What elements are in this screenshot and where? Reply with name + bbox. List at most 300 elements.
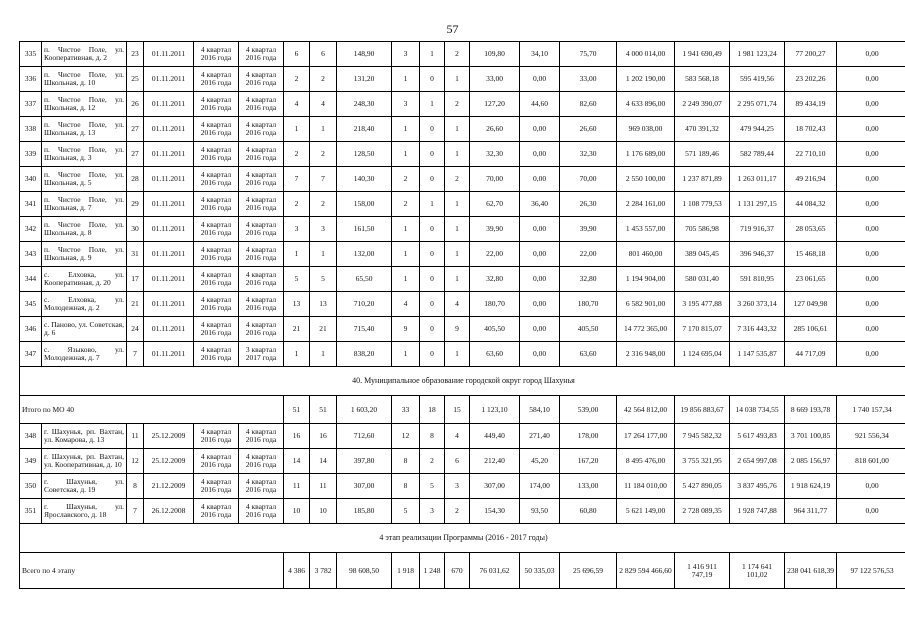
premises-municipal: 1: [445, 142, 470, 167]
fund-share: 470 391,32: [675, 117, 730, 142]
total-mo-label: Итого по МО 40: [20, 396, 284, 424]
premises-municipal: 6: [445, 449, 470, 474]
area-total: 22,00: [470, 242, 520, 267]
total-cell: 1 123,10: [470, 396, 520, 424]
local-share: 23 202,26: [785, 67, 837, 92]
doc-number: 11: [127, 424, 144, 449]
page-number: 57: [446, 22, 459, 36]
local-share: 3 701 100,85: [785, 424, 837, 449]
plan-quarter-end: 4 квартал 2016 года: [239, 42, 284, 67]
row-number: 336: [20, 67, 42, 92]
total-cell: 1 740 157,34: [837, 396, 905, 424]
local-share: 28 053,65: [785, 217, 837, 242]
doc-number: 17: [127, 267, 144, 292]
fund-share: 7 170 815,07: [675, 317, 730, 342]
area-municipal: 178,00: [560, 424, 617, 449]
address-cell: г. Шахунья, ул. Ярославского, д. 18: [42, 499, 127, 524]
area-cell: 158,00: [337, 192, 392, 217]
local-share: 49 216,94: [785, 167, 837, 192]
local-share: 89 434,19: [785, 92, 837, 117]
grand-cell: 1 248: [420, 553, 445, 589]
total-cell: 51: [310, 396, 337, 424]
doc-date: 01.11.2011: [144, 117, 194, 142]
table-row: [20, 449, 905, 474]
doc-date: 01.11.2011: [144, 67, 194, 92]
regional-share: 2 295 071,74: [730, 92, 785, 117]
doc-number: 24: [127, 317, 144, 342]
premises-total: 1: [392, 342, 420, 367]
address-cell: п. Чистое Поле, ул. Школьная, д. 13: [42, 117, 127, 142]
premises-total: 1: [392, 217, 420, 242]
plan-quarter-start: 4 квартал 2016 года: [194, 167, 239, 192]
area-private: 0,00: [520, 67, 560, 92]
area-private: 0,00: [520, 217, 560, 242]
premises-total: 2: [392, 167, 420, 192]
premises-private: 1: [420, 92, 445, 117]
grand-cell: 1 918: [392, 553, 420, 589]
area-total: 127,20: [470, 92, 520, 117]
fund-share: 583 568,18: [675, 67, 730, 92]
doc-date: 01.11.2011: [144, 242, 194, 267]
plan-quarter-end: 4 квартал 2016 года: [239, 192, 284, 217]
area-total: 154,30: [470, 499, 520, 524]
row-number: 344: [20, 267, 42, 292]
extra-funds: 0,00: [837, 292, 905, 317]
plan-quarter-start: 4 квартал 2016 года: [194, 67, 239, 92]
premises-total: 5: [392, 499, 420, 524]
premises-municipal: 1: [445, 67, 470, 92]
premises-private: 0: [420, 292, 445, 317]
area-private: 45,20: [520, 449, 560, 474]
area-municipal: 63,60: [560, 342, 617, 367]
residents-count: 2: [284, 67, 310, 92]
row-number: 337: [20, 92, 42, 117]
regional-share: 591 810,95: [730, 267, 785, 292]
address-cell: с. Языково, ул. Молодежная, д. 7: [42, 342, 127, 367]
grand-total-label: Всего по 4 этапу: [20, 553, 284, 589]
area-municipal: 133,00: [560, 474, 617, 499]
doc-date: 21.12.2009: [144, 474, 194, 499]
doc-date: 01.11.2011: [144, 42, 194, 67]
premises-private: 0: [420, 267, 445, 292]
address-cell: с. Паново, ул. Советская, д. 6: [42, 317, 127, 342]
area-private: 0,00: [520, 342, 560, 367]
extra-funds: 0,00: [837, 242, 905, 267]
regional-share: 5 617 493,83: [730, 424, 785, 449]
doc-number: 29: [127, 192, 144, 217]
regional-share: 2 654 997,08: [730, 449, 785, 474]
extra-funds: 818 601,00: [837, 449, 905, 474]
premises-private: 0: [420, 117, 445, 142]
premises-private: 5: [420, 474, 445, 499]
area-private: 0,00: [520, 267, 560, 292]
plan-quarter-end: 4 квартал 2016 года: [239, 317, 284, 342]
premises-municipal: 2: [445, 499, 470, 524]
regional-share: 1 981 123,24: [730, 42, 785, 67]
row-number: 347: [20, 342, 42, 367]
local-share: 285 106,61: [785, 317, 837, 342]
plan-quarter-start: 4 квартал 2016 года: [194, 192, 239, 217]
row-number: 346: [20, 317, 42, 342]
fund-share: 1 108 779,53: [675, 192, 730, 217]
table-row: [20, 317, 905, 342]
plan-quarter-start: 4 квартал 2016 года: [194, 267, 239, 292]
premises-municipal: 4: [445, 292, 470, 317]
area-total: 405,50: [470, 317, 520, 342]
row-number: 335: [20, 42, 42, 67]
area-private: 0,00: [520, 142, 560, 167]
doc-number: 28: [127, 167, 144, 192]
address-cell: п. Чистое Поле, ул. Школьная, д. 12: [42, 92, 127, 117]
residents-moved: 1: [310, 117, 337, 142]
plan-quarter-start: 4 квартал 2016 года: [194, 449, 239, 474]
extra-funds: 0,00: [837, 167, 905, 192]
premises-total: 8: [392, 449, 420, 474]
total-cell: 14 038 734,55: [730, 396, 785, 424]
address-cell: г. Шахунья, рп. Вахтан, ул. Кооперативная, д. 10: [42, 449, 127, 474]
plan-quarter-start: 4 квартал 2016 года: [194, 92, 239, 117]
area-municipal: 405,50: [560, 317, 617, 342]
doc-number: 26: [127, 92, 144, 117]
area-total: 180,70: [470, 292, 520, 317]
housing-program-table: [19, 41, 905, 589]
plan-quarter-start: 4 квартал 2016 года: [194, 242, 239, 267]
total-cell: 51: [284, 396, 310, 424]
residents-moved: 1: [310, 342, 337, 367]
area-private: 0,00: [520, 167, 560, 192]
cost-total: 801 460,00: [617, 242, 675, 267]
residents-count: 1: [284, 242, 310, 267]
area-municipal: 32,30: [560, 142, 617, 167]
address-cell: п. Чистое Поле, ул. Школьная, д. 8: [42, 217, 127, 242]
extra-funds: 0,00: [837, 42, 905, 67]
total-mo-row: [20, 396, 905, 424]
fund-share: 3 195 477,88: [675, 292, 730, 317]
local-share: 23 061,65: [785, 267, 837, 292]
local-share: 964 311,77: [785, 499, 837, 524]
regional-share: 3 260 373,14: [730, 292, 785, 317]
area-cell: 128,50: [337, 142, 392, 167]
total-cell: 19 856 883,67: [675, 396, 730, 424]
table-row: [20, 292, 905, 317]
cost-total: 1 453 557,00: [617, 217, 675, 242]
plan-quarter-end: 4 квартал 2016 года: [239, 142, 284, 167]
premises-private: 0: [420, 317, 445, 342]
cost-total: 8 495 476,00: [617, 449, 675, 474]
cost-total: 2 316 948,00: [617, 342, 675, 367]
grand-cell: 97 122 576,53: [837, 553, 905, 589]
residents-count: 1: [284, 342, 310, 367]
area-total: 62,70: [470, 192, 520, 217]
cost-total: 6 582 901,00: [617, 292, 675, 317]
local-share: 77 200,27: [785, 42, 837, 67]
row-number: 343: [20, 242, 42, 267]
table-row: [20, 142, 905, 167]
premises-private: 2: [420, 449, 445, 474]
premises-private: 0: [420, 142, 445, 167]
premises-total: 9: [392, 317, 420, 342]
premises-total: 8: [392, 474, 420, 499]
residents-count: 10: [284, 499, 310, 524]
row-number: 342: [20, 217, 42, 242]
premises-municipal: 1: [445, 267, 470, 292]
table-row: [20, 192, 905, 217]
row-number: 350: [20, 474, 42, 499]
doc-date: 01.11.2011: [144, 317, 194, 342]
premises-private: 1: [420, 42, 445, 67]
residents-count: 7: [284, 167, 310, 192]
table-row: [20, 267, 905, 292]
doc-date: 01.11.2011: [144, 267, 194, 292]
plan-quarter-end: 4 квартал 2016 года: [239, 217, 284, 242]
area-private: 34,10: [520, 42, 560, 67]
area-municipal: 22,00: [560, 242, 617, 267]
premises-municipal: 1: [445, 217, 470, 242]
row-number: 345: [20, 292, 42, 317]
grand-cell: 238 041 618,39: [785, 553, 837, 589]
premises-total: 4: [392, 292, 420, 317]
regional-share: 1 263 011,17: [730, 167, 785, 192]
extra-funds: 0,00: [837, 342, 905, 367]
residents-count: 6: [284, 42, 310, 67]
total-cell: 18: [420, 396, 445, 424]
area-total: 449,40: [470, 424, 520, 449]
doc-number: 27: [127, 142, 144, 167]
residents-moved: 13: [310, 292, 337, 317]
extra-funds: 0,00: [837, 142, 905, 167]
table-row: [20, 424, 905, 449]
area-total: 212,40: [470, 449, 520, 474]
regional-share: 3 837 495,76: [730, 474, 785, 499]
plan-quarter-end: 4 квартал 2016 года: [239, 67, 284, 92]
doc-number: 12: [127, 449, 144, 474]
area-total: 70,00: [470, 167, 520, 192]
row-number: 340: [20, 167, 42, 192]
residents-moved: 1: [310, 242, 337, 267]
regional-share: 396 946,37: [730, 242, 785, 267]
premises-total: 12: [392, 424, 420, 449]
plan-quarter-start: 4 квартал 2016 года: [194, 117, 239, 142]
premises-total: 1: [392, 117, 420, 142]
local-share: 18 702,43: [785, 117, 837, 142]
premises-municipal: 2: [445, 92, 470, 117]
premises-total: 3: [392, 42, 420, 67]
area-cell: 838,20: [337, 342, 392, 367]
residents-count: 14: [284, 449, 310, 474]
area-municipal: 70,00: [560, 167, 617, 192]
plan-quarter-end: 4 квартал 2016 года: [239, 92, 284, 117]
residents-count: 3: [284, 217, 310, 242]
cost-total: 1 194 904,00: [617, 267, 675, 292]
fund-share: 1 237 871,89: [675, 167, 730, 192]
row-number: 341: [20, 192, 42, 217]
grand-cell: 1 174 641 101,02: [730, 553, 785, 589]
grand-cell: 3 782: [310, 553, 337, 589]
premises-private: 3: [420, 499, 445, 524]
area-private: 174,00: [520, 474, 560, 499]
fund-share: 7 945 582,32: [675, 424, 730, 449]
address-cell: г. Шахунья, ул. Советская, д. 19: [42, 474, 127, 499]
fund-share: 1 941 690,49: [675, 42, 730, 67]
premises-municipal: 1: [445, 242, 470, 267]
area-cell: 710,20: [337, 292, 392, 317]
cost-total: 11 184 010,00: [617, 474, 675, 499]
total-cell: 8 669 193,78: [785, 396, 837, 424]
premises-municipal: 4: [445, 424, 470, 449]
address-cell: г. Шахунья, рп. Вахтан, ул. Комарова, д. 13: [42, 424, 127, 449]
address-cell: п. Чистое Поле, ул. Школьная, д. 5: [42, 167, 127, 192]
regional-share: 595 419,56: [730, 67, 785, 92]
plan-quarter-end: 4 квартал 2016 года: [239, 499, 284, 524]
regional-share: 479 944,25: [730, 117, 785, 142]
local-share: 2 085 156,97: [785, 449, 837, 474]
address-cell: п. Чистое Поле, ул. Школьная, д. 9: [42, 242, 127, 267]
table-row: [20, 67, 905, 92]
premises-municipal: 2: [445, 42, 470, 67]
residents-moved: 7: [310, 167, 337, 192]
grand-cell: 76 031,62: [470, 553, 520, 589]
area-cell: 185,80: [337, 499, 392, 524]
table-row: [20, 167, 905, 192]
cost-total: 969 038,00: [617, 117, 675, 142]
regional-share: 719 916,37: [730, 217, 785, 242]
fund-share: 571 189,46: [675, 142, 730, 167]
local-share: 44 084,32: [785, 192, 837, 217]
plan-quarter-start: 4 квартал 2016 года: [194, 217, 239, 242]
doc-date: 26.12.2008: [144, 499, 194, 524]
area-municipal: 33,00: [560, 67, 617, 92]
premises-municipal: 1: [445, 117, 470, 142]
area-total: 26,60: [470, 117, 520, 142]
residents-moved: 5: [310, 267, 337, 292]
area-private: 0,00: [520, 117, 560, 142]
residents-moved: 3: [310, 217, 337, 242]
residents-count: 1: [284, 117, 310, 142]
total-cell: 42 564 812,00: [617, 396, 675, 424]
premises-private: 0: [420, 342, 445, 367]
area-municipal: 60,80: [560, 499, 617, 524]
residents-moved: 14: [310, 449, 337, 474]
plan-quarter-end: 4 квартал 2016 года: [239, 267, 284, 292]
extra-funds: 0,00: [837, 217, 905, 242]
premises-private: 0: [420, 217, 445, 242]
residents-count: 2: [284, 142, 310, 167]
doc-number: 21: [127, 292, 144, 317]
area-private: 36,40: [520, 192, 560, 217]
area-cell: 397,80: [337, 449, 392, 474]
residents-moved: 6: [310, 42, 337, 67]
area-cell: 131,20: [337, 67, 392, 92]
premises-total: 1: [392, 267, 420, 292]
cost-total: 17 264 177,00: [617, 424, 675, 449]
regional-share: 7 316 443,32: [730, 317, 785, 342]
area-private: 93,50: [520, 499, 560, 524]
residents-moved: 2: [310, 142, 337, 167]
grand-cell: 4 386: [284, 553, 310, 589]
residents-moved: 11: [310, 474, 337, 499]
residents-moved: 2: [310, 192, 337, 217]
cost-total: 5 621 149,00: [617, 499, 675, 524]
area-municipal: 32,80: [560, 267, 617, 292]
total-cell: 584,10: [520, 396, 560, 424]
area-municipal: 26,60: [560, 117, 617, 142]
area-cell: 307,00: [337, 474, 392, 499]
area-municipal: 167,20: [560, 449, 617, 474]
fund-share: 705 586,98: [675, 217, 730, 242]
area-private: 0,00: [520, 317, 560, 342]
plan-quarter-start: 4 квартал 2016 года: [194, 342, 239, 367]
plan-quarter-start: 4 квартал 2016 года: [194, 317, 239, 342]
total-cell: 539,00: [560, 396, 617, 424]
residents-moved: 2: [310, 67, 337, 92]
table-row: [20, 92, 905, 117]
cost-total: 1 176 689,00: [617, 142, 675, 167]
table-row: [20, 42, 905, 67]
fund-share: 2 728 089,35: [675, 499, 730, 524]
fund-share: 2 249 390,07: [675, 92, 730, 117]
doc-date: 01.11.2011: [144, 342, 194, 367]
premises-total: 3: [392, 92, 420, 117]
fund-share: 5 427 890,05: [675, 474, 730, 499]
doc-number: 7: [127, 342, 144, 367]
cost-total: 4 633 896,00: [617, 92, 675, 117]
doc-date: 01.11.2011: [144, 92, 194, 117]
area-total: 109,80: [470, 42, 520, 67]
extra-funds: 0,00: [837, 92, 905, 117]
area-total: 307,00: [470, 474, 520, 499]
plan-quarter-start: 4 квартал 2016 года: [194, 499, 239, 524]
extra-funds: 0,00: [837, 192, 905, 217]
residents-count: 21: [284, 317, 310, 342]
grand-cell: 50 335,03: [520, 553, 560, 589]
doc-date: 25.12.2009: [144, 424, 194, 449]
regional-share: 1 131 297,15: [730, 192, 785, 217]
fund-share: 1 124 695,04: [675, 342, 730, 367]
area-cell: 161,50: [337, 217, 392, 242]
area-cell: 248,30: [337, 92, 392, 117]
area-total: 63,60: [470, 342, 520, 367]
grand-cell: 1 416 911 747,19: [675, 553, 730, 589]
local-share: 44 717,09: [785, 342, 837, 367]
plan-quarter-end: 4 квартал 2016 года: [239, 117, 284, 142]
address-cell: п. Чистое Поле, ул. Кооперативная, д. 2: [42, 42, 127, 67]
regional-share: 1 147 535,87: [730, 342, 785, 367]
doc-date: 25.12.2009: [144, 449, 194, 474]
doc-number: 23: [127, 42, 144, 67]
area-private: 271,40: [520, 424, 560, 449]
residents-count: 13: [284, 292, 310, 317]
area-private: 0,00: [520, 242, 560, 267]
grand-total-row: [20, 553, 905, 589]
doc-number: 27: [127, 117, 144, 142]
address-cell: п. Чистое Поле, ул. Школьная, д. 3: [42, 142, 127, 167]
fund-share: 3 755 321,95: [675, 449, 730, 474]
cost-total: 4 000 014,00: [617, 42, 675, 67]
section-title: 40. Муниципальное образование городской округ город Шахунья: [20, 367, 905, 396]
residents-moved: 21: [310, 317, 337, 342]
total-cell: 33: [392, 396, 420, 424]
area-cell: 715,40: [337, 317, 392, 342]
premises-total: 1: [392, 242, 420, 267]
doc-number: 8: [127, 474, 144, 499]
plan-quarter-end: 4 квартал 2016 года: [239, 424, 284, 449]
plan-quarter-end: 4 квартал 2016 года: [239, 242, 284, 267]
area-private: 0,00: [520, 292, 560, 317]
address-cell: с. Елховка, ул. Кооперативная, д. 20: [42, 267, 127, 292]
local-share: 127 049,98: [785, 292, 837, 317]
premises-municipal: 3: [445, 474, 470, 499]
residents-moved: 16: [310, 424, 337, 449]
